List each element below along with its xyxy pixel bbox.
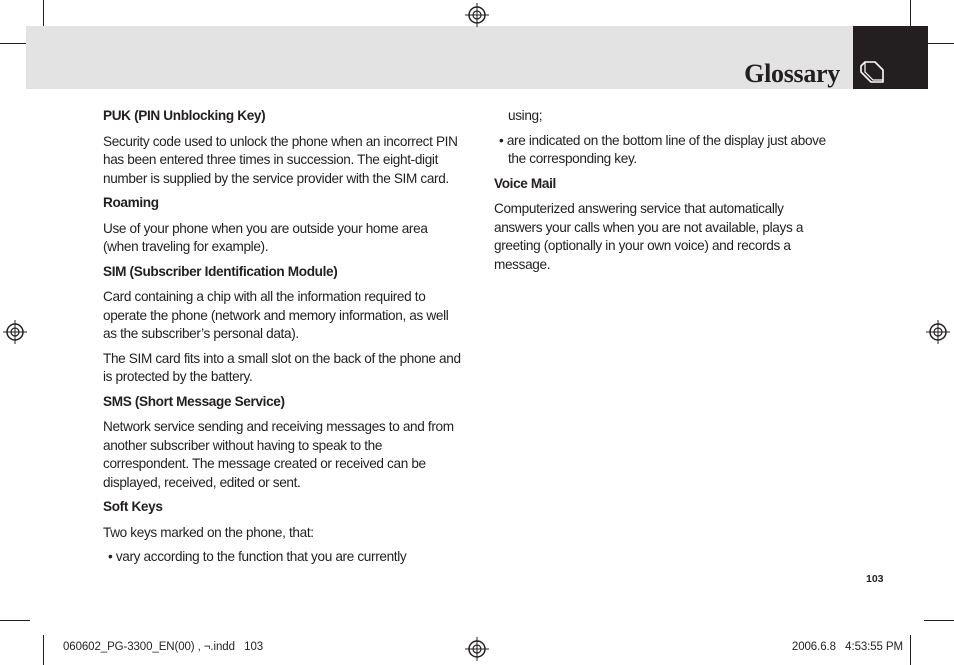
phone-outline-icon [858,58,886,86]
glossary-term: SMS (Short Message Service) [103,393,285,409]
footer-slug: 060602_PG-3300_EN(00) , ¬.indd 103 [63,641,264,653]
crop-mark [0,620,30,621]
registration-mark-icon [465,3,489,27]
glossary-term: Voice Mail [494,175,556,191]
glossary-definition: Network service sending and receiving messages to and from another subscriber without having to speak to the correspondent. The message created or received can be displayed, received, edited or sent. [103,419,454,490]
bullet-item: • are indicated on the bottom line of the display just above the corresponding key. [499,132,826,166]
glossary-definition: Security code used to unlock the phone when an incorrect PIN has been entered three times in succession. The eight-digit number is supplied by the service provider with the SIM card. [103,133,458,186]
crop-mark [924,43,954,44]
bullet-item: • vary according to the function that you are currently [108,549,407,564]
left-column [103,107,463,573]
glossary-term: SIM (Subscriber Identification Module) [103,263,338,279]
header-band [26,26,853,89]
footer-timestamp: 2006.6.8 4:53:55 PM [791,641,903,653]
bullet-continuation: using; [508,108,543,123]
page-title: Glossary [744,59,840,88]
glossary-term: Soft Keys [103,499,163,514]
glossary-term: PUK (PIN Unblocking Key) [103,108,266,123]
glossary-definition: The SIM card fits into a small slot on the back of the phone and is protected by the battery. [103,350,461,384]
registration-mark-icon [926,320,950,344]
registration-mark-icon [465,637,489,661]
crop-mark [924,620,954,621]
glossary-definition: Computerized answering service that automatically answers your calls when you are not available, plays a greeting (optionally in your own voice) and records a message. [494,201,804,272]
crop-mark [910,635,911,665]
crop-mark [43,635,44,665]
glossary-definition: Use of your phone when you are outside your home area (when traveling for example). [103,220,428,254]
glossary-term: Roaming [103,195,159,210]
right-column [494,107,834,280]
page-number: 103 [866,573,884,585]
registration-mark-icon [3,320,27,344]
glossary-definition: Two keys marked on the phone, that: [103,524,314,540]
glossary-definition: Card containing a chip with all the information required to operate the phone (network and memory information, as well as the subscriber’s personal data). [103,289,449,341]
